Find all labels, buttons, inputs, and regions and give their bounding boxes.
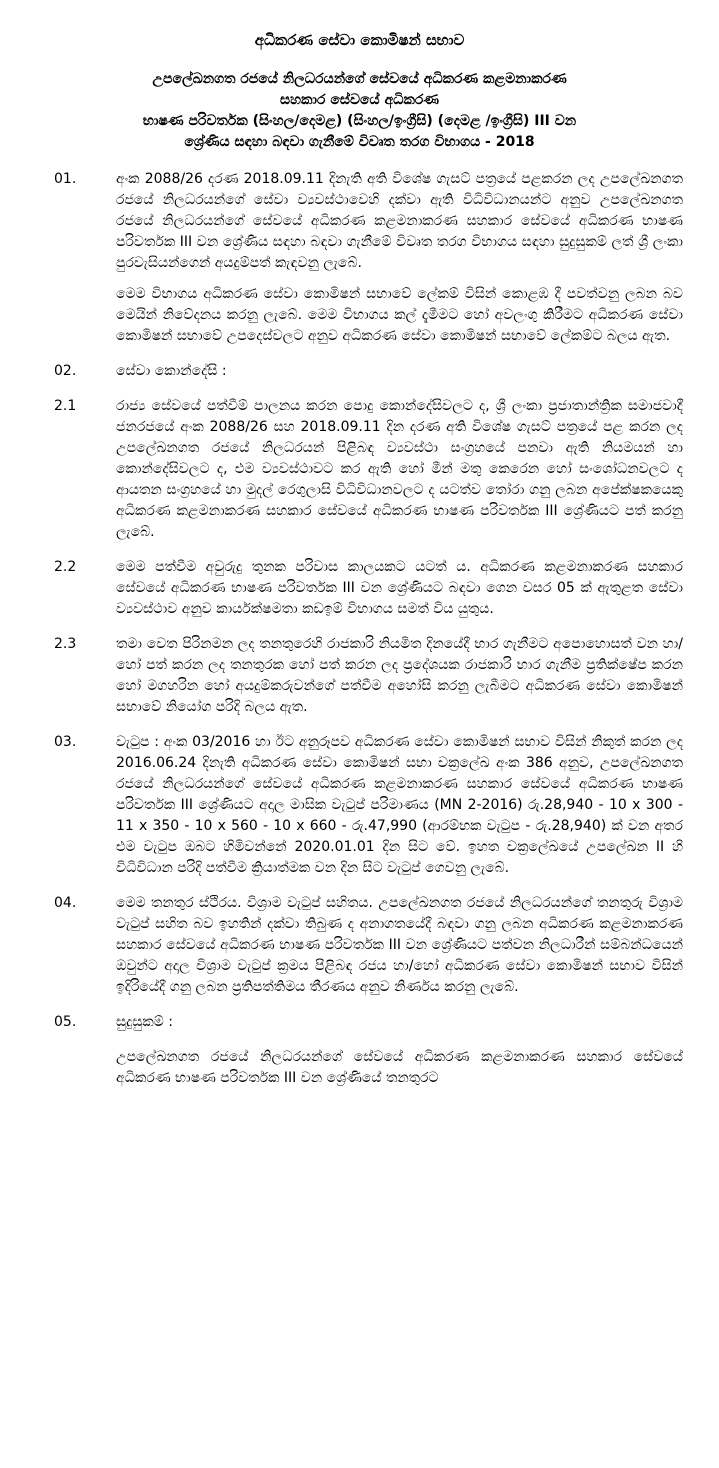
- paragraph: මෙම පත්වීම අවුරුදු තුනක පරිවාස කාලයකට යටත් ය. අධිකරණ කළමනාකරණ සහකාර සේවයේ අධිකරණ භාෂණ පරිවර්තක III වන ශ්‍රේණියට බඳවා ගෙන වසර 05 ක් ඇතුළත සේවා ව්‍යවස්ථාව අනුව කාර්යක්ෂමතා කඩඉම් විභාගය සමත් විය යුතුය.: [116, 559, 683, 617]
- section-body: [116, 1012, 689, 1033]
- paragraph: මෙම විභාගය අධිකරණ සේවා කොමිෂන් සභාවේ ලේකම් විසින් කොළඹ දී පවත්වනු ලබන බව මෙයින් නිවේදනය කරනු ලැබේ. මෙම විභාගය කල් දැමීමට හෝ අවලංගු කිරීමට අධිකරණ සේවා කොමිෂන් සභාවේ උපදෙස්වලට අනුව අධිකරණ සේවා කොමිෂන් සභාවේ ලේකම්ට බලය ඇත.: [116, 286, 683, 344]
- section-body: [116, 732, 689, 879]
- section-number: 2.1: [54, 398, 77, 414]
- section-2-1: [30, 396, 689, 543]
- paragraph: අංක 2088/26 දරණ 2018.09.11 දිනැති අති විශේෂ ගැසට් පත්‍රයේ පළකරන ලද උපලේඛනගත රජයේ නිලධරයන්ගේ සේවා ව්‍යවස්ථාවෙහි දක්වා ඇති විධිවිධානයන්ට අනුව උපලේඛනගත රජයේ නිලධරයන්ගේ සේවයේ අධිකරණ කළමනාකරණ සහකාර සේවයේ අධිකරණ භාෂණ පරිවර්තක III වන ශ්‍රේණිය සඳහා බඳවා ගැනීමේ විවෘත තරග විභාගය සඳහා සුදුසුකම් ලත් ශ්‍රී ලංකා පුරවැසියන්ගෙන් අයදුම්පත් කැඳවනු ලැබේ.: [116, 171, 683, 271]
- subtitle-line: සහකාර සේවයේ අධිකරණ: [279, 92, 440, 108]
- page-title: අධිකරණ සේවා කොමිෂන් සභාව: [254, 31, 465, 49]
- section-2-3: [30, 634, 689, 718]
- subtitle-line: ශ්‍රේණිය සඳහා බඳවා ගැනීමේ විවෘත තරග විභාගය - 2018: [184, 134, 535, 150]
- section-number: 2.3: [54, 636, 77, 652]
- paragraph: මෙම තනතුර ස්ථිරය. විශ්‍රාම වැටුප් සහිතය. උපලේඛනගත රජයේ නිලධරයන්ගේ තනතුරු විශ්‍රාම වැටුප් සහිත බව ඉහතින් දක්වා තිබුණ ද අනාගතයේදී බඳවා ගනු ලබන අධිකරණ කළමනාකරණ සහකාර සේවයේ අධිකරණ භාෂණ පරිවර්තක III වන ශ්‍රේණියට පත්වන නිලධාරීන් සම්බන්ධයෙන් ඔවුන්ට අදාල විශ්‍රාම වැටුප් ක්‍රමය පිළිබඳ රජය හා/හෝ අධිකරණ සේවා කොමිෂන් සභාව විසින් ඉදිරියේදී ගනු ලබන ප්‍රතිපත්තිමය තීරණය අනුව නිර්ණය කරනු ලැබේ.: [116, 895, 683, 995]
- paragraph: වැටුප : අංක 03/2016 හා ඊට අනුරූපව අධිකරණ සේවා කොමිෂන් සභාව විසින් නිකුත් කරන ලද 2016.06.24 දිනැති අධිකරණ සේවා කොමිෂන් සභා චක්‍රලේඛ අංක 386 අනුව, උපලේඛනගත රජයේ නිලධරයන්ගේ සේවයේ අධිකරණ කළමනාකරණ සහකාර සේවයේ අධිකරණ භාෂණ පරිවර්තක III ශ්‍රේණියට අදාල මාසික වැටුප් පරිමාණය (MN 2-2016) රු.28,940 - 10 x 300 - 11 x 350 - 10 x 560 - 10 x 660 - රු.47,990 (ආරම්භක වැටුප - රු.28,940) ක් වන අතර එම වැටුප ඔබට හිමිවන්නේ 2020.01.01 දින සිට වේ. ඉහත චක්‍රලේඛයේ උපලේඛන II හි විධිවිධාන පරිදි පත්වීම ක්‍රියාත්මක වන දින සිට වැටුප් ගෙවනු ලැබේ.: [116, 734, 683, 876]
- section-body: [116, 634, 689, 718]
- paragraph: රාජ්‍ය සේවයේ පත්වීම් පාලනය කරන පොදු කොන්දේසිවලට ද, ශ්‍රී ලංකා ප්‍රජාතාන්ත්‍රික සමාජවාදී ජනරජයේ අංක 2088/26 සහ 2018.09.11 දින දරණ අති විශේෂ ගැසට් පත්‍රයේ පළ කරන ලද උපලේඛනගත රජයේ නිලධරයන් පිළිබඳ ව්‍යවස්ථා සංග්‍රහයේ පනවා ඇති නියමයන් හා කොන්දේසිවලට ද, එම ව්‍යවස්ථාවට කර ඇති හෝ මීන් මතු කෙරෙන හෝ සංශෝධනවලට ද ආයතන සංග්‍රහයේ හා මුදල් රෙගුලාසි විධිවිධානවලට ද යටත්ව තෝරා ගනු ලබන අපේක්ෂකයෙකු අධිකරණ කළමනාකරණ සහකාර සේවයේ අධිකරණ භාෂණ පරිවර්තක III ශ්‍රේණියට පත් කරනු ලැබේ.: [116, 398, 683, 540]
- subtitle-line: උපලේඛනගත රජයේ නිලධරයන්ගේ සේවයේ අධිකරණ කළමනාකරණ: [152, 71, 567, 87]
- section-number: 05.: [54, 1014, 77, 1030]
- section-heading: සේවා කොන්දේසි :: [116, 363, 227, 379]
- section-2-2: [30, 557, 689, 620]
- section-number: 04.: [54, 895, 77, 911]
- subtitle-line: භාෂණ පරිවර්තක (සිංහල/දෙමළ) (සිංහල/ඉංග්‍රීසි) (දෙමළ /ඉංග්‍රීසි) III වන: [142, 113, 577, 129]
- section-body: [116, 396, 689, 543]
- section-02: [30, 361, 689, 382]
- section-body: [116, 169, 689, 347]
- section-03: [30, 732, 689, 879]
- qualifications-intro: උපලේඛනගත රජයේ නිලධරයන්ගේ සේවයේ අධිකරණ කළමනාකරණ සහකාර සේවයේ අධිකරණ භාෂණ පරිවර්තක III වන ශ්‍රේණියේ තනතුරට: [116, 1049, 683, 1086]
- paragraph: තමා වෙත පිරිනමන ලද තනතුරෙහි රාජකාරි නියමිත දිනයේදී භාර ගැනීමට අපොහොසත් වන හා/හෝ පත් කරන ලද තනතුරක හෝ පත් කරන ලද ප්‍රදේශයක රාජකාරි භාර ගැනීම ප්‍රතික්ෂේප කරන හෝ මගහරින හෝ අයදුම්කරුවන්ගේ පත්වීම අහෝසි කරනු ලැබීමට අධිකරණ සේවා කොමිෂන් සභාවේ නියෝග පරිදි බලය ඇත.: [116, 636, 683, 715]
- section-number: 03.: [54, 734, 77, 750]
- section-body: [116, 361, 689, 382]
- section-number: 2.2: [54, 559, 77, 575]
- section-body: [116, 557, 689, 620]
- section-05: [30, 1012, 689, 1033]
- section-01: [30, 169, 689, 347]
- section-number: 01.: [54, 171, 77, 187]
- section-04: [30, 893, 689, 998]
- section-heading: සුදුසුකම් :: [116, 1014, 173, 1030]
- section-number: 02.: [54, 363, 77, 379]
- section-body: [116, 893, 689, 998]
- subtitle-block: [30, 69, 689, 153]
